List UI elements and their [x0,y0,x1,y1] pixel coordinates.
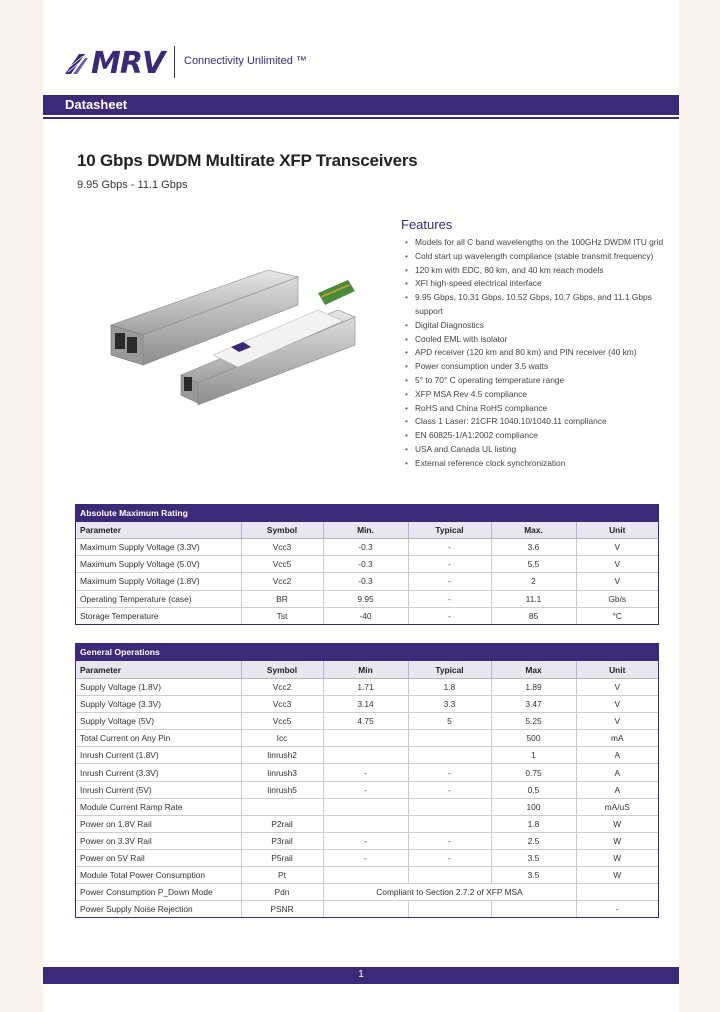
table-cell: 3.5 [491,867,576,884]
table-cell: - [323,849,408,866]
table-row [76,832,658,849]
feature-item: • Power consumption under 3.5 watts [405,360,670,374]
table-cell: 3.5 [491,849,576,866]
table-row [76,815,658,832]
table-row [76,781,658,798]
table-row [76,573,658,590]
table-cell: - [408,573,491,590]
table-cell: 4.75 [323,713,408,730]
table-cell: Vcc5 [241,556,323,573]
table-header-row [76,522,658,539]
table-cell: -0.3 [323,573,408,590]
column-header: Parameter [76,661,241,679]
table-cell: Vcc5 [241,713,323,730]
column-header: Symbol [241,661,323,679]
feature-item: • Class 1 Laser: 21CFR 1040.10/1040.11 compliance [405,415,670,429]
column-header: Min [323,661,408,679]
feature-item: • XFI high-speed electrical interface [405,277,670,291]
feature-item: • USA and Canada UL listing [405,443,670,457]
table-row [76,539,658,556]
table-cell: - [408,607,491,624]
features-list [405,236,670,471]
table-cell: Maximum Supply Voltage (5.0V) [76,556,241,573]
table-cell: Vcc3 [241,539,323,556]
datasheet-label: Datasheet [65,97,128,112]
table-cell: 5 [408,713,491,730]
table-cell [323,798,408,815]
datasheet-page [43,0,679,1012]
table-cell: BR [241,590,323,607]
column-header: Unit [576,661,658,679]
table-cell: - [408,556,491,573]
logo-wordmark: MRV [91,45,165,81]
feature-item: • Digital Diagnostics [405,319,670,333]
table-cell: Gb/s [576,590,658,607]
table-cell [408,815,491,832]
table-header-row [76,661,658,679]
table-cell: 0.75 [491,764,576,781]
table-cell [408,747,491,764]
table-cell: A [576,764,658,781]
table-cell: Operating Temperature (case) [76,590,241,607]
table-cell: 5.5 [491,556,576,573]
table-row [76,607,658,624]
table-cell: °C [612,610,622,621]
table-cell: Pdn [241,884,323,901]
table-cell [408,730,491,747]
column-header: Min. [323,522,408,539]
feature-item: • 120 km with EDC, 80 km, and 40 km reach models [405,264,670,278]
table-cell: 3.47 [491,696,576,713]
table-cell: Supply Voltage (1.8V) [76,679,241,696]
table-cell [408,798,491,815]
table-cell: P3rail [241,832,323,849]
table-cell: V [576,573,658,590]
table-cell: Supply Voltage (5V) [76,713,241,730]
column-header: Max [491,661,576,679]
table-cell [408,867,491,884]
table-cell: Maximum Supply Voltage (1.8V) [76,573,241,590]
table-cell: Maximum Supply Voltage (3.3V) [76,539,241,556]
table-row [76,798,658,815]
table-cell: Tst [241,607,323,624]
column-header: Typical [408,661,491,679]
feature-item: • EN 60825-1/A1:2002 compliance [405,429,670,443]
table-cell: V [576,713,658,730]
table-row [76,747,658,764]
table-cell: Vcc2 [241,679,323,696]
feature-item: • Cooled EML with isolator [405,333,670,347]
table-cell: Inrush Current (5V) [76,781,241,798]
table-cell: Inrush Current (1.8V) [76,747,241,764]
table-cell: A [576,781,658,798]
header-underline [43,117,679,119]
table-cell [323,815,408,832]
table-row [76,696,658,713]
table-cell: V [576,679,658,696]
table-row [76,730,658,747]
table-cell: Power Consumption P_Down Mode [76,884,241,901]
table-cell: - [408,590,491,607]
table-cell: Storage Temperature [76,607,241,624]
table-row [76,713,658,730]
table-cell [323,901,408,918]
general-operations-title: General Operations [76,644,658,661]
table-row [76,679,658,696]
table-cell [323,730,408,747]
table-cell: Power on 5V Rail [76,849,241,866]
table-cell: - [615,904,619,915]
table-cell: V [576,556,658,573]
table-cell: Iinrush3 [241,764,323,781]
table-cell: 1.8 [408,679,491,696]
features-heading: Features [401,217,453,232]
feature-item: • APD receiver (120 km and 80 km) and PIN receiver (40 km) [405,346,670,360]
table-cell: 1.71 [323,679,408,696]
table-cell: A [576,747,658,764]
table-cell: - [408,849,491,866]
feature-item: • 9.95 Gbps, 10.31 Gbps, 10.52 Gbps, 10.7 Gbps, and 11.1 Gbps support [405,291,670,319]
feature-item: • Cold start up wavelength compliance (stable transmit frequency) [405,250,670,264]
table-cell: W [576,815,658,832]
column-header: Max. [491,522,576,539]
table-cell [323,867,408,884]
column-header: Parameter [76,522,241,539]
table-cell: Vcc2 [241,573,323,590]
table-cell: 2 [491,573,576,590]
absolute-max-rating-table [75,504,659,625]
column-header: Typical [408,522,491,539]
table-cell [241,798,323,815]
table-cell: - [408,832,491,849]
table-cell: Vcc3 [241,696,323,713]
table-row [76,590,658,607]
table-row [76,867,658,884]
table-row [76,849,658,866]
table-row [76,901,658,918]
feature-item: • XFP MSA Rev 4.5 compliance [405,388,670,402]
table-cell: V [576,539,658,556]
table-cell: Iinrush2 [241,747,323,764]
table-cell: - [408,781,491,798]
table-row [76,764,658,781]
table-cell: - [323,832,408,849]
table-cell-note: Compliant to Section 2.7.2 of XFP MSA [323,884,576,901]
page-number: 1 [358,969,364,980]
table-cell: P5rail [241,849,323,866]
table-cell: Pt [241,867,323,884]
table-cell [408,901,491,918]
table-cell: Module Current Ramp Rate [76,798,241,815]
table-cell: 5.25 [491,713,576,730]
mrv-logo-mark-icon [63,50,89,76]
table-cell: -0.3 [323,539,408,556]
absolute-max-rating-title: Absolute Maximum Rating [76,505,658,522]
table-cell: 11.1 [491,590,576,607]
table-cell: Module Total Power Consumption [76,867,241,884]
footer-bar [43,967,679,984]
table-cell: 2.5 [491,832,576,849]
table-cell: Inrush Current (3.3V) [76,764,241,781]
feature-item: • 5° to 70° C operating temperature range [405,374,670,388]
table-cell: - [408,764,491,781]
feature-item: • RoHS and China RoHS compliance [405,402,670,416]
table-cell: -0.3 [323,556,408,573]
table-cell: Iinrush5 [241,781,323,798]
table-cell: Total Current on Any Pin [76,730,241,747]
table-cell [576,884,658,901]
table-cell: Power Supply Noise Rejection [76,901,241,918]
table-row [76,884,658,901]
page-subtitle: 9.95 Gbps - 11.1 Gbps [77,179,188,191]
table-row [76,556,658,573]
table-cell: 0.5 [491,781,576,798]
table-cell: Supply Voltage (3.3V) [76,696,241,713]
table-cell: P2rail [241,815,323,832]
table-cell: 1.8 [491,815,576,832]
column-header: Symbol [241,522,323,539]
feature-item: • External reference clock synchronization [405,457,670,471]
column-header: Unit [576,522,658,539]
page-title: 10 Gbps DWDM Multirate XFP Transceivers [77,151,418,170]
feature-item: • Models for all C band wavelengths on the 100GHz DWDM ITU grid [405,236,670,250]
table-cell: Icc [241,730,323,747]
mrv-logo [63,46,164,80]
datasheet-bar [43,95,679,115]
table-cell: W [576,849,658,866]
table-cell: - [323,764,408,781]
table-cell: 9.95 [323,590,408,607]
table-cell: Power on 3.3V Rail [76,832,241,849]
table-cell: - [323,781,408,798]
table-cell: mA [576,730,658,747]
table-cell: -40 [323,607,408,624]
tagline: Connectivity Unlimited ™ [184,55,307,67]
table-cell: 100 [491,798,576,815]
xfp-transceiver-image [93,255,363,415]
table-cell: 500 [491,730,576,747]
table-cell: 85 [491,607,576,624]
table-cell: V [576,696,658,713]
table-cell: 3.14 [323,696,408,713]
general-operations-table [75,643,659,918]
table-cell: W [576,867,658,884]
table-cell [323,747,408,764]
table-cell: 1.89 [491,679,576,696]
table-cell: W [576,832,658,849]
table-cell: 3.6 [491,539,576,556]
table-cell: 3.3 [408,696,491,713]
table-cell: - [408,539,491,556]
table-cell [491,901,576,918]
table-cell: Power on 1.8V Rail [76,815,241,832]
table-cell: PSNR [241,901,323,918]
table-cell: mA/uS [576,798,658,815]
logo-divider [174,46,175,78]
table-cell: 1 [491,747,576,764]
